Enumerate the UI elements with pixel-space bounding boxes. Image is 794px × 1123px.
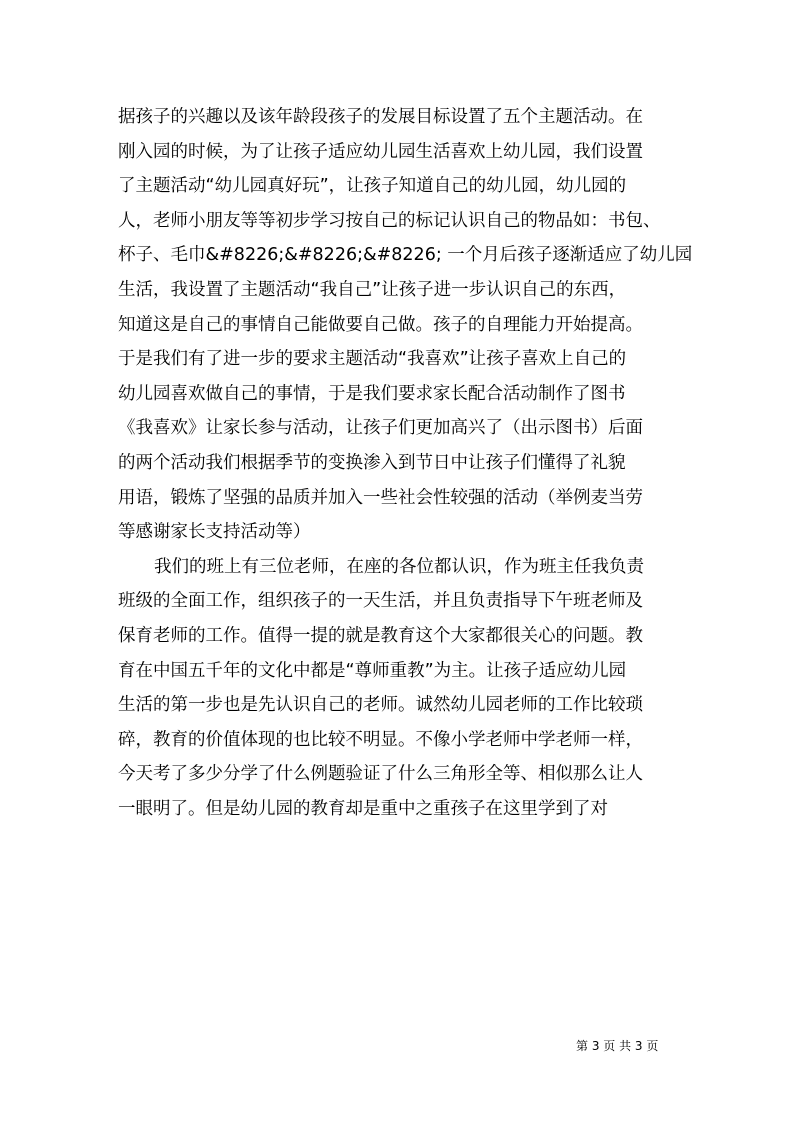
page-number-footer: 第 3 页 共 3 页 (576, 1039, 659, 1053)
text-line: 人，老师小朋友等等初步学习按自己的标记认识自己的物品如：书包、 (118, 210, 661, 231)
text-line: 用语，锻炼了坚强的品质并加入一些社会性较强的活动（举例麦当劳 (118, 487, 643, 508)
text-line: 于是我们有了进一步的要求主题活动“我喜欢”让孩子喜欢上自己的 (118, 349, 627, 370)
text-line: 杯子、毛巾&#8226;&#8226;&#8226; 一个月后孩子逐渐适应了幼儿园 (118, 245, 693, 266)
paragraph-first-line: 我们的班上有三位老师，在座的各位都认识，作为班主任我负责 (154, 556, 644, 577)
text-line: 了主题活动“幼儿园真好玩”，让孩子知道自己的幼儿园，幼儿园的 (118, 176, 627, 197)
text-line: 据孩子的兴趣以及该年龄段孩子的发展目标设置了五个主题活动。在 (118, 107, 643, 127)
text-line: 保育老师的工作。值得一提的就是教育这个大家都很关心的问题。教 (118, 625, 643, 646)
text-line: 生活的第一步也是先认识自己的老师。诚然幼儿园老师的工作比较琐 (118, 695, 643, 716)
text-line: 碎，教育的价值体现的也比较不明显。不像小学老师中学老师一样， (118, 729, 643, 750)
text-line: 生活，我设置了主题活动“我自己”让孩子进一步认识自己的东西， (118, 279, 627, 300)
text-line: 《我喜欢》让家长参与活动，让孩子们更加高兴了（出示图书）后面 (118, 418, 643, 439)
text-line: 今天考了多少分学了什么例题验证了什么三角形全等、相似那么让人 (118, 764, 643, 785)
text-line: 一眼明了。但是幼儿园的教育却是重中之重孩子在这里学到了对 (118, 798, 608, 819)
text-line: 的两个活动我们根据季节的变换渗入到节日中让孩子们懂得了礼貌 (118, 452, 626, 473)
text-line: 育在中国五千年的文化中都是“尊师重教”为主。让孩子适应幼儿园 (118, 660, 627, 681)
text-line: 班级的全面工作，组织孩子的一天生活，并且负责指导下午班老师及 (118, 591, 643, 612)
text-line: 知道这是自己的事情自己能做要自己做。孩子的自理能力开始提高。 (118, 314, 643, 335)
text-line: 刚入园的时候，为了让孩子适应幼儿园生活喜欢上幼儿园，我们设置 (118, 141, 643, 162)
text-line: 幼儿园喜欢做自己的事情，于是我们要求家长配合活动制作了图书 (118, 383, 626, 404)
body-text (118, 100, 693, 826)
text-line: 等感谢家长支持活动等） (118, 522, 311, 543)
